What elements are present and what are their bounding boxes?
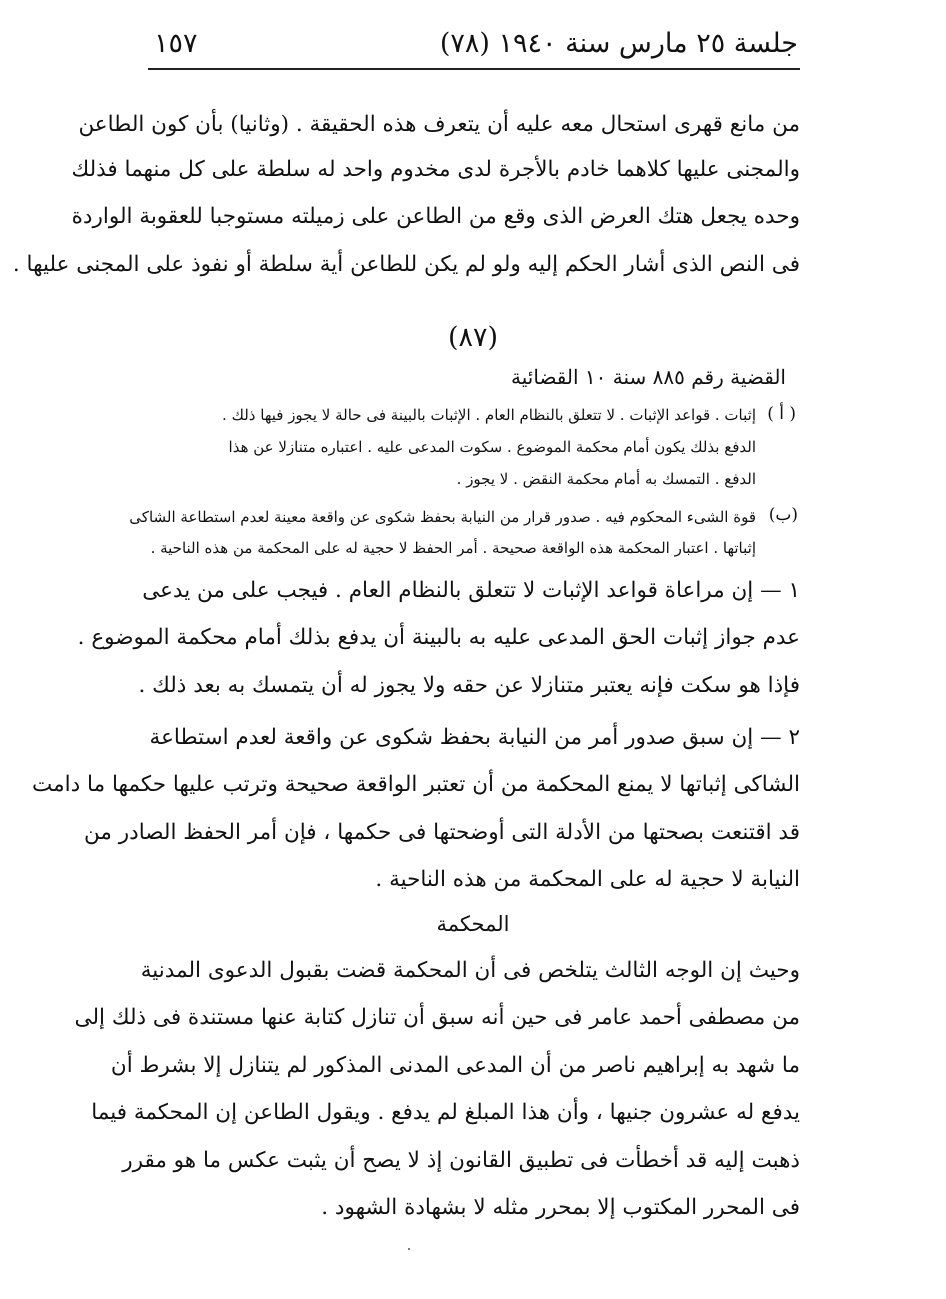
text-line: قد اقتنعت بصحتها من الأدلة التى أوضحتها فى حكمها ، فإن أمر الحفظ الصادر من [84, 820, 800, 845]
principle-2 [32, 725, 800, 905]
summary-line: الدفع بذلك يكون أمام محكمة الموضوع . سكوت المدعى عليه . اعتباره متنازلا عن هذا [228, 438, 756, 456]
page-header [148, 22, 798, 72]
summary-b [129, 508, 756, 568]
text-line: فى النص الذى أشار الحكم إليه ولو لم يكن للطاعن أية سلطة أو نفوذ على المجنى عليها . [12, 252, 800, 277]
header-divider [148, 68, 800, 70]
text-line: ٢ — إن سبق صدور أمر من النيابة بحفظ شكوى عن واقعة لعدم استطاعة [149, 725, 800, 750]
text-line: فإذا هو سكت فإنه يعتبر متنازلا عن حقه ولا يجوز له أن يتمسك به بعد ذلك . [138, 673, 800, 698]
summary-line: قوة الشىء المحكوم فيه . صدور قرار من النيابة بحفظ شكوى عن واقعة معينة لعدم استطاعة الشاكى [129, 508, 756, 526]
summary-label-a: ( أ ) [767, 404, 796, 424]
case-number: (٨٧) [447, 322, 499, 353]
summary-label-b: (ب) [768, 505, 798, 525]
text-line: وحده يجعل هتك العرض الذى وقع من الطاعن على زميلته مستوجبا للعقوبة الواردة [71, 204, 800, 229]
text-line: الشاكى إثباتها لا يمنع المحكمة من أن تعتبر الواقعة صحيحة وترتب عليها حكمها ما دامت [32, 772, 800, 797]
text-line: ١ — إن مراعاة قواعد الإثبات لا تتعلق بالنظام العام . فيجب على من يدعى [142, 578, 800, 603]
scan-speck [408, 1248, 410, 1250]
text-line: والمجنى عليها كلاهما خادم بالأجرة لدى مخدوم واحد له سلطة على كل منهما فذلك [71, 157, 800, 182]
summary-line: إثبات . قواعد الإثبات . لا تتعلق بالنظام العام . الإثبات بالبينة فى حالة لا يجوز فيها ذلك . [222, 406, 756, 424]
summary-line: إثباتها . اعتبار المحكمة هذه الواقعة صحيحة . أمر الحفظ لا حجية له على المحكمة من هذه الناحية . [150, 539, 756, 557]
text-line: ما شهد به إبراهيم ناصر من أن المدعى المدنى المذكور لم يتنازل إلا بشرط أن [110, 1053, 800, 1078]
summary-a [144, 406, 756, 496]
intro-paragraph [12, 112, 800, 292]
principle-1 [77, 578, 800, 718]
page-number: ١٥٧ [154, 28, 198, 59]
case-title: القضية رقم ٨٨٥ سنة ١٠ القضائية [511, 365, 786, 389]
text-line: من مصطفى أحمد عامر فى حين أنه سبق أن تنازل كتابة عنها مستندة فى ذلك إلى [74, 1005, 800, 1030]
text-line: فى المحرر المكتوب إلا بمحرر مثله لا بشهادة الشهود . [321, 1195, 800, 1220]
text-line: ذهبت إليه قد أخطأت فى تطبيق القانون إذ لا يصح أن يثبت عكس ما هو مقرر [122, 1148, 800, 1173]
text-line: من مانع قهرى استحال معه عليه أن يتعرف هذه الحقيقة . (وثانيا) بأن كون الطاعن [78, 112, 800, 137]
text-line: وحيث إن الوجه الثالث يتلخص فى أن المحكمة قضت بقبول الدعوى المدنية [140, 958, 800, 983]
summary-line: الدفع . التمسك به أمام محكمة النقض . لا يجوز . [456, 470, 756, 488]
text-line: النيابة لا حجية له على المحكمة من هذه الناحية . [375, 867, 800, 892]
court-heading: المحكمة [436, 912, 510, 936]
text-line: عدم جواز إثبات الحق المدعى عليه به بالبينة أن يدفع بذلك أمام محكمة الموضوع . [77, 625, 800, 650]
court-paragraph [74, 958, 800, 1238]
text-line: يدفع له عشرون جنيها ، وأن هذا المبلغ لم يدفع . ويقول الطاعن إن المحكمة فيما [91, 1100, 800, 1125]
header-title: جلسة ٢٥ مارس سنة ١٩٤٠ (٧٨) [439, 28, 798, 59]
